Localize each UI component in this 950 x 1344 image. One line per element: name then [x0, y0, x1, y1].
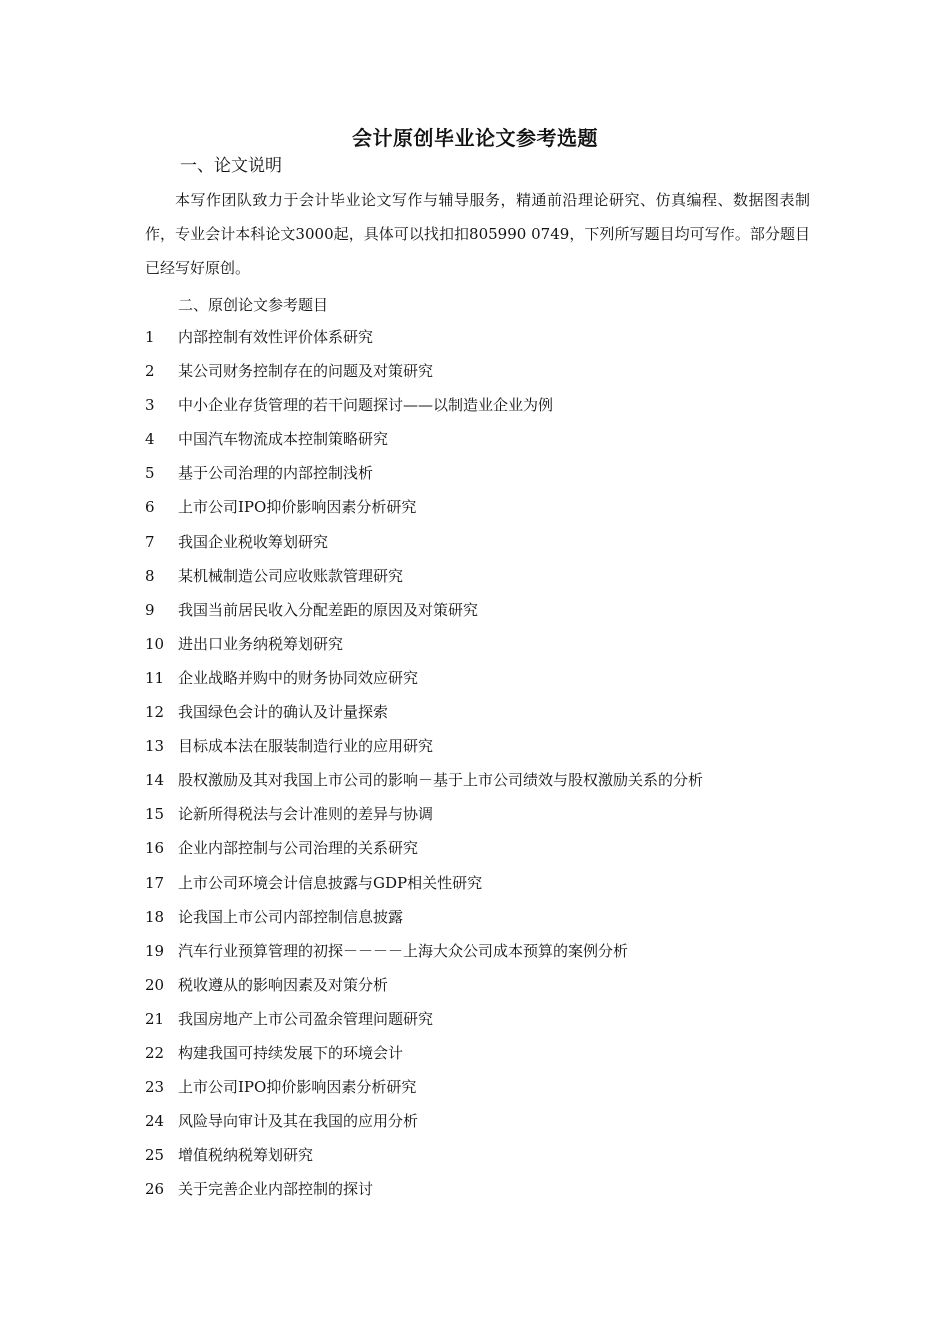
topic-title: 某机械制造公司应收账款管理研究 [178, 566, 404, 585]
topic-title: 增值税纳税筹划研究 [178, 1146, 314, 1165]
topic-title: 股权激励及其对我国上市公司的影响－基于上市公司绩效与股权激励关系的分析 [178, 771, 704, 790]
list-item [145, 559, 845, 593]
topic-number: 14 [145, 771, 165, 790]
topic-number: 17 [145, 873, 165, 892]
topic-title: 税收遵从的影响因素及对策分析 [178, 975, 389, 994]
topic-title: 构建我国可持续发展下的环境会计 [178, 1043, 404, 1062]
document-title: 会计原创毕业论文参考选题 [352, 126, 598, 150]
topic-number: 4 [145, 430, 155, 449]
topic-title: 内部控制有效性评价体系研究 [178, 328, 374, 346]
topic-number: 24 [145, 1112, 165, 1131]
topic-number: 11 [145, 668, 165, 687]
topic-number: 19 [145, 941, 165, 960]
topic-title: 上市公司IPO抑价影响因素分析研究 [178, 498, 417, 517]
list-item [145, 490, 845, 524]
section-heading-description: 一、论文说明 [180, 156, 282, 176]
topic-number: 10 [145, 634, 165, 653]
topic-title: 目标成本法在服装制造行业的应用研究 [178, 737, 434, 756]
list-item [145, 1104, 845, 1138]
topic-title: 中国汽车物流成本控制策略研究 [178, 430, 389, 449]
list-item [145, 763, 845, 797]
list-item [145, 900, 845, 934]
list-item [145, 1002, 845, 1036]
topic-number: 13 [145, 737, 165, 756]
list-item [145, 593, 845, 627]
list-item [145, 525, 845, 559]
topic-title: 论我国上市公司内部控制信息披露 [178, 907, 404, 926]
topic-title: 上市公司IPO抑价影响因素分析研究 [178, 1078, 417, 1097]
list-item [145, 831, 845, 865]
list-item [145, 934, 845, 968]
list-item [145, 1138, 845, 1172]
topic-number: 1 [145, 328, 155, 346]
topic-title: 基于公司治理的内部控制浅析 [178, 464, 374, 483]
topic-title: 关于完善企业内部控制的探讨 [178, 1180, 374, 1199]
topic-number: 3 [145, 396, 155, 415]
topic-title: 某公司财务控制存在的问题及对策研究 [178, 362, 434, 381]
topic-title: 中小企业存货管理的若干问题探讨——以制造业企业为例 [178, 396, 554, 415]
topic-title: 我国绿色会计的确认及计量探索 [178, 703, 389, 722]
topic-title: 我国当前居民收入分配差距的原因及对策研究 [178, 600, 479, 619]
topic-number: 20 [145, 975, 165, 994]
section-heading-topics: 二、原创论文参考题目 [178, 296, 329, 314]
list-item [145, 968, 845, 1002]
list-item [145, 797, 845, 831]
topic-title: 汽车行业预算管理的初探－－－－上海大众公司成本预算的案例分析 [178, 941, 629, 960]
list-item [145, 695, 845, 729]
list-item [145, 354, 845, 388]
list-item [145, 456, 845, 490]
topic-title: 我国房地产上市公司盈余管理问题研究 [178, 1009, 434, 1028]
intro-paragraph: 本写作团队致力于会计毕业论文写作与辅导服务，精通前沿理论研究、仿真编程、数据图表制作，专业会计本科论文3000起，具体可以找扣扣805990 0749，下列所写题目均可写作。部分题目已经写好原创。 [145, 191, 810, 277]
topic-title: 上市公司环境会计信息披露与GDP相关性研究 [178, 873, 483, 892]
list-item [145, 388, 845, 422]
topic-number: 9 [145, 600, 155, 619]
list-item [145, 1036, 845, 1070]
topic-number: 22 [145, 1043, 165, 1062]
topic-list [145, 320, 845, 1206]
topic-number: 12 [145, 703, 165, 722]
topic-title: 进出口业务纳税筹划研究 [178, 634, 344, 653]
topic-title: 企业内部控制与公司治理的关系研究 [178, 839, 419, 858]
list-item [145, 1172, 845, 1206]
topic-number: 25 [145, 1146, 165, 1165]
topic-title: 我国企业税收筹划研究 [178, 532, 329, 551]
topic-number: 15 [145, 805, 165, 824]
list-item [145, 866, 845, 900]
topic-number: 8 [145, 566, 155, 585]
list-item [145, 422, 845, 456]
topic-number: 18 [145, 907, 165, 926]
list-item [145, 627, 845, 661]
topic-number: 16 [145, 839, 165, 858]
topic-number: 2 [145, 362, 155, 381]
topic-title: 风险导向审计及其在我国的应用分析 [178, 1112, 419, 1131]
topic-number: 23 [145, 1078, 165, 1097]
topic-number: 5 [145, 464, 155, 483]
topic-number: 26 [145, 1180, 165, 1199]
topic-number: 6 [145, 498, 155, 517]
topic-number: 21 [145, 1009, 165, 1028]
list-item [145, 320, 845, 354]
topic-title: 企业战略并购中的财务协同效应研究 [178, 668, 419, 687]
list-item [145, 1070, 845, 1104]
list-item [145, 729, 845, 763]
topic-number: 7 [145, 532, 155, 551]
topic-title: 论新所得税法与会计准则的差异与协调 [178, 805, 434, 824]
list-item [145, 661, 845, 695]
